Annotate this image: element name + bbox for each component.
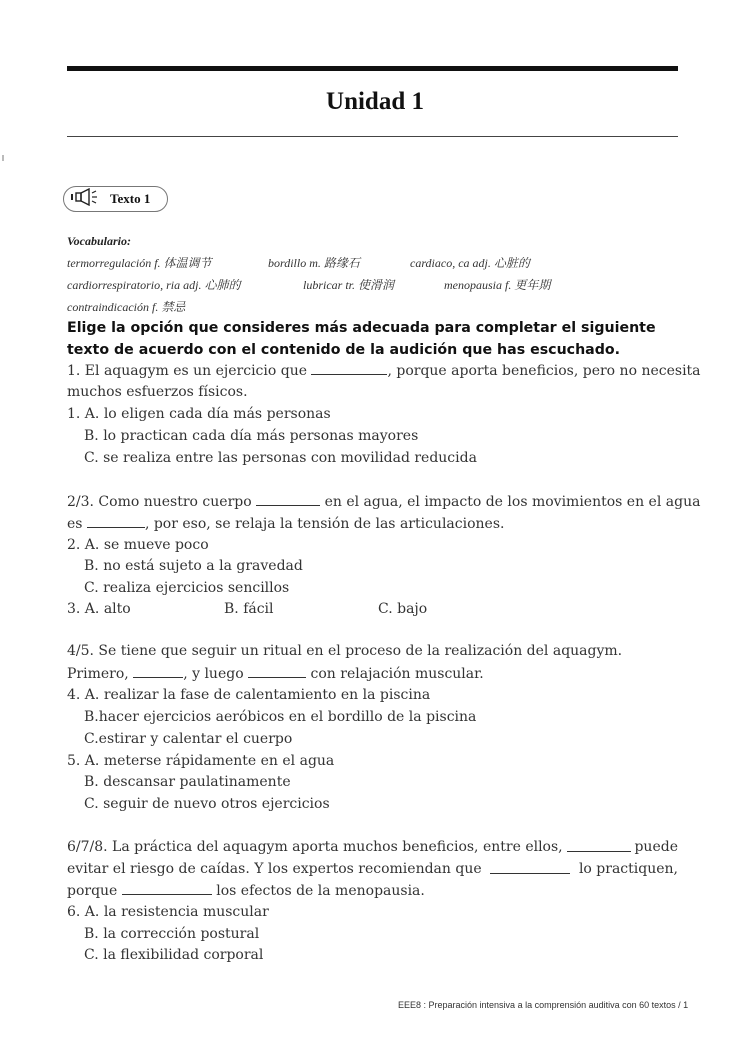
option-a: 6. A. la resistencia muscular bbox=[67, 904, 269, 920]
question-text: , y luego bbox=[183, 666, 244, 682]
question-text: , por eso, se relaja la tensión de las articulaciones. bbox=[144, 516, 505, 532]
question-line bbox=[67, 362, 701, 379]
vocab-item: menopausia f. 更年期 bbox=[444, 278, 551, 292]
question-text: muchos esfuerzos físicos. bbox=[67, 384, 248, 400]
answer-blank bbox=[122, 882, 212, 895]
question-text: puede bbox=[634, 839, 678, 855]
question-text: 4/5. Se tiene que seguir un ritual en el proceso de la realización del aquagym. bbox=[67, 643, 623, 659]
question-text: evitar el riesgo de caídas. Y los expertos recomiendan que bbox=[67, 861, 482, 877]
question-text: con relajación muscular. bbox=[310, 666, 484, 682]
question-line bbox=[67, 839, 678, 855]
question-line bbox=[67, 665, 484, 682]
question-text: 2/3. Como nuestro cuerpo bbox=[67, 494, 252, 510]
vocab-item: termorregulación f. 体温调节 bbox=[67, 256, 212, 270]
question-text: , porque aporta beneficios, pero no necesita bbox=[387, 363, 701, 379]
texto-badge bbox=[63, 186, 168, 212]
option-c: C. se realiza entre las personas con movilidad reducida bbox=[84, 450, 477, 466]
vocab-item: contraindicación f. 禁忌 bbox=[67, 300, 186, 314]
option-b: B. no está sujeto a la gravedad bbox=[84, 558, 303, 574]
vocab-heading: Vocabulario: bbox=[67, 234, 132, 248]
option-a: 1. A. lo eligen cada día más personas bbox=[67, 406, 331, 422]
answer-blank bbox=[311, 362, 387, 375]
vocab-item: bordillo m. 路缘石 bbox=[268, 256, 360, 270]
question-line bbox=[67, 861, 678, 877]
option-c: C.estirar y calentar el cuerpo bbox=[84, 731, 293, 747]
option-b: B. lo practican cada día más personas mayores bbox=[84, 428, 419, 444]
texto-label: Texto 1 bbox=[110, 191, 151, 206]
option-b: B. descansar paulatinamente bbox=[84, 774, 291, 790]
title-underline bbox=[67, 136, 678, 137]
answer-blank bbox=[87, 515, 145, 528]
question-line bbox=[67, 515, 504, 532]
option-c: C. seguir de nuevo otros ejercicios bbox=[84, 796, 330, 812]
option-c: C. realiza ejercicios sencillos bbox=[84, 580, 290, 596]
option-b: B.hacer ejercicios aeróbicos en el bordillo de la piscina bbox=[84, 709, 477, 725]
option-c: C. bajo bbox=[378, 601, 428, 617]
question-text: lo practiquen, bbox=[578, 861, 678, 877]
option-c: C. la flexibilidad corporal bbox=[84, 947, 264, 963]
vocab-item: cardiaco, ca adj. 心脏的 bbox=[410, 256, 530, 270]
option-a: 5. A. meterse rápidamente en el agua bbox=[67, 753, 335, 769]
question-text: es bbox=[67, 516, 83, 532]
question-text: porque bbox=[67, 883, 118, 899]
question-line bbox=[67, 493, 700, 510]
speaker-icon bbox=[70, 188, 104, 210]
answer-blank bbox=[133, 665, 183, 678]
question-line bbox=[67, 882, 425, 899]
question-text: Primero, bbox=[67, 666, 129, 682]
page-title: Unidad 1 bbox=[326, 88, 424, 115]
option-b: B. fácil bbox=[224, 601, 274, 617]
question-text: 6/7/8. La práctica del aquagym aporta muchos beneficios, entre ellos, bbox=[67, 839, 563, 855]
answer-blank bbox=[490, 861, 570, 874]
option-a: 3. A. alto bbox=[67, 601, 131, 617]
question-text: en el agua, el impacto de los movimientos en el agua bbox=[324, 494, 701, 510]
question-text: los efectos de la menopausia. bbox=[216, 883, 425, 899]
margin-mark bbox=[2, 155, 4, 161]
page-footer: EEE8 : Preparación intensiva a la comprensión auditiva con 60 textos / 1 bbox=[398, 1000, 689, 1010]
option-a: 4. A. realizar la fase de calentamiento en la piscina bbox=[67, 687, 431, 703]
question-text: 1. El aquagym es un ejercicio que bbox=[67, 363, 308, 379]
answer-blank bbox=[567, 839, 631, 852]
instruction: Elige la opción que consideres más adecuada para completar el siguiente texto de acuerdo con el contenido de la audición que has escuchado. bbox=[67, 320, 656, 358]
vocab-item: lubricar tr. 使滑润 bbox=[303, 278, 395, 292]
vocab-item: cardiorrespiratorio, ria adj. 心肺的 bbox=[67, 278, 241, 292]
answer-blank bbox=[256, 493, 320, 506]
top-rule bbox=[67, 66, 678, 71]
answer-blank bbox=[248, 665, 306, 678]
option-b: B. la corrección postural bbox=[84, 926, 260, 942]
option-a: 2. A. se mueve poco bbox=[67, 537, 209, 553]
